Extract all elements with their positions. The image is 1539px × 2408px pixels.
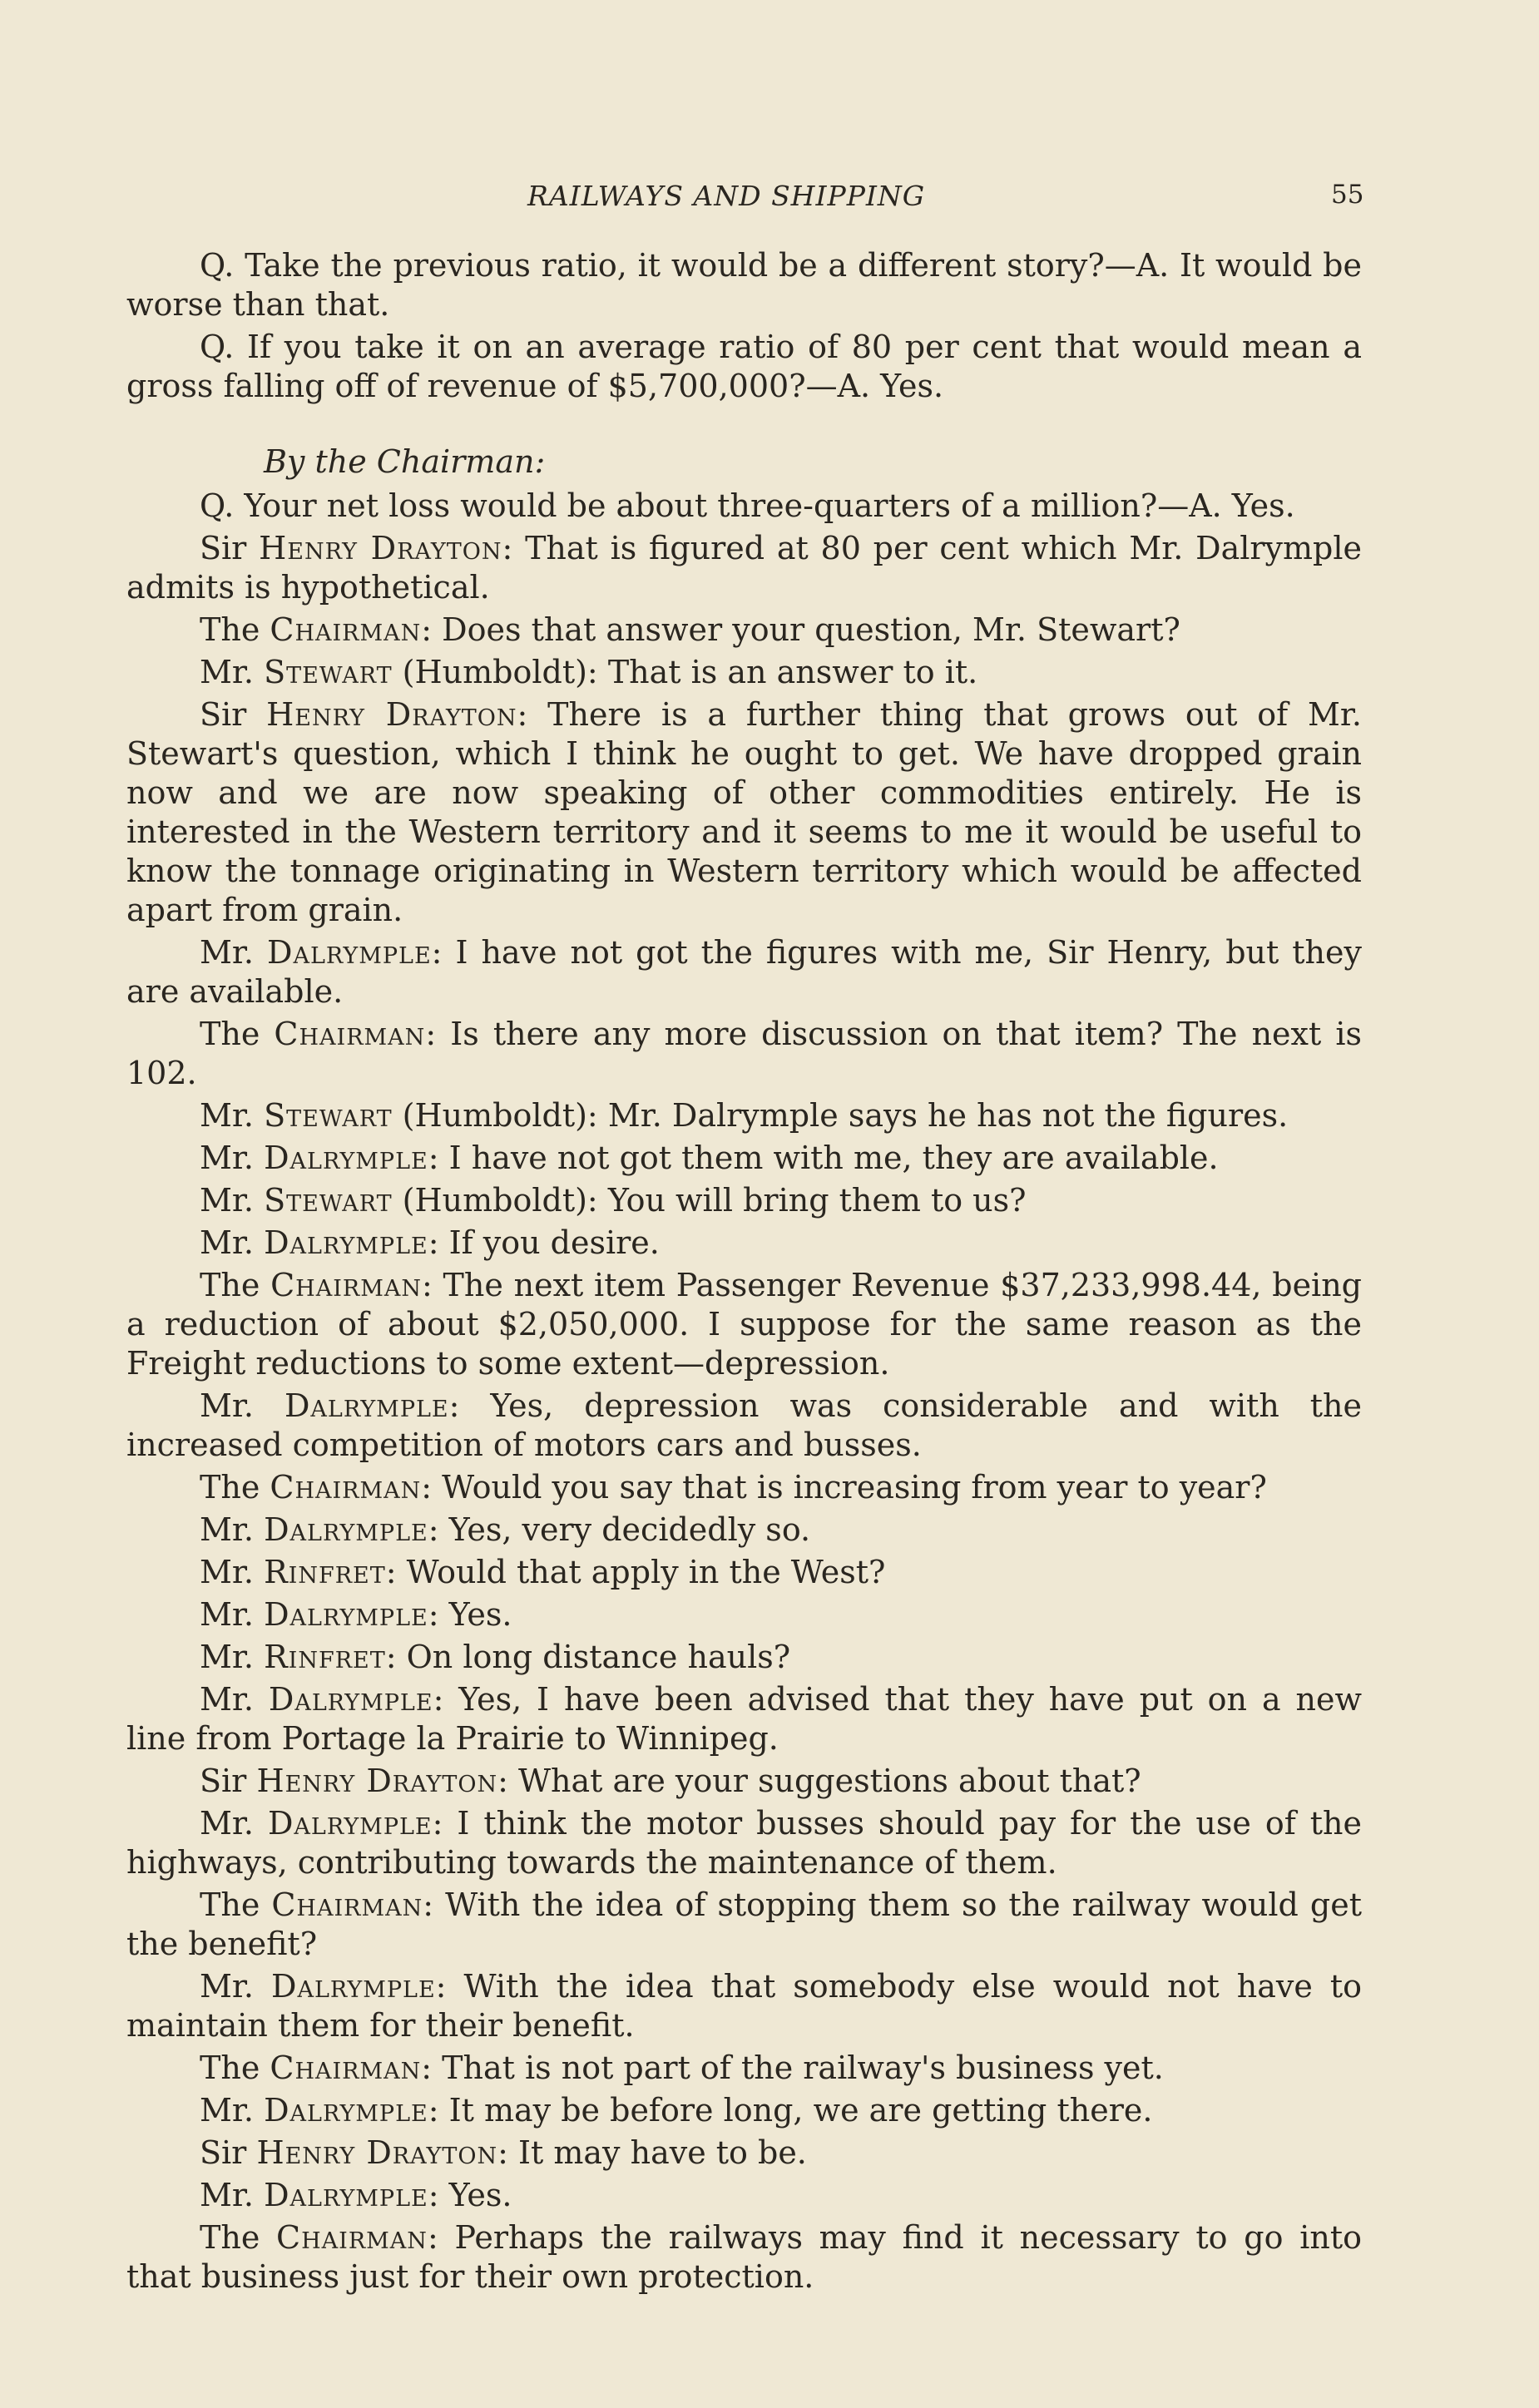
speaker-suffix: : bbox=[431, 934, 456, 971]
speaker-title: Mr. bbox=[200, 1387, 285, 1424]
speaker-suffix: : bbox=[421, 1267, 443, 1303]
speaker-suffix: (Humboldt): bbox=[392, 1097, 608, 1134]
speech-paragraph bbox=[126, 1804, 1362, 1882]
speech-paragraph bbox=[126, 1967, 1362, 2045]
speech-text: Yes, very decidedly so. bbox=[448, 1511, 811, 1548]
speaker-name: Dalrymple bbox=[264, 2177, 428, 2213]
speaker-name: Chairman bbox=[274, 1016, 426, 1052]
speech-text: It may have to be. bbox=[518, 2134, 807, 2171]
speaker-title: Sir bbox=[200, 696, 267, 733]
paragraph bbox=[126, 246, 1362, 324]
paragraph-text: Q. Your net loss would be about three-quarters of a million?—A. Yes. bbox=[200, 487, 1295, 524]
speech-paragraph bbox=[126, 1511, 1362, 1550]
speech-paragraph bbox=[126, 529, 1362, 607]
speech-paragraph bbox=[126, 1139, 1362, 1178]
speech-text: Is there any more discussion on that item? The next is 102. bbox=[126, 1016, 1362, 1091]
speech-paragraph bbox=[126, 933, 1362, 1011]
speech-paragraph bbox=[126, 2218, 1362, 2297]
section-heading: By the Chairman: bbox=[264, 443, 546, 480]
speaker-name: Dalrymple bbox=[270, 1968, 436, 2005]
speech-text: I think the motor busses should pay for the use of the highways, contributing towards the maintenance of them. bbox=[126, 1805, 1362, 1881]
dialogue bbox=[126, 529, 1362, 2297]
speaker-title: Sir bbox=[200, 530, 260, 566]
speaker-suffix: : bbox=[385, 1554, 407, 1590]
speaker-suffix: : bbox=[517, 696, 548, 733]
speech-paragraph bbox=[126, 2049, 1362, 2088]
speaker-title: Mr. bbox=[200, 1805, 268, 1842]
speaker-suffix: : bbox=[433, 1681, 459, 1718]
speaker-title: Mr. bbox=[200, 934, 267, 971]
speech-paragraph bbox=[126, 1181, 1362, 1220]
speaker-title: The bbox=[200, 1016, 275, 1052]
speech-text: That is an answer to it. bbox=[607, 654, 978, 690]
page-number: 55 bbox=[1331, 180, 1364, 210]
speaker-suffix: : bbox=[428, 1511, 449, 1548]
speech-text: What are your suggestions about that? bbox=[518, 1763, 1141, 1799]
speaker-title: Sir bbox=[200, 1763, 257, 1799]
speaker-name: Henry Drayton bbox=[256, 1763, 498, 1799]
speech-text: Yes. bbox=[448, 2177, 512, 2213]
speaker-suffix: (Humboldt): bbox=[392, 1182, 608, 1219]
speaker-title: The bbox=[200, 1469, 270, 1506]
speaker-name: Stewart bbox=[264, 654, 393, 690]
speaker-title: The bbox=[200, 2050, 270, 2086]
speech-text: Does that answer your question, Mr. Stewart? bbox=[442, 611, 1180, 648]
speaker-suffix: : bbox=[421, 2050, 443, 2086]
speaker-title: Mr. bbox=[200, 2092, 265, 2129]
speaker-name: Chairman bbox=[276, 2219, 428, 2256]
speaker-name: Dalrymple bbox=[266, 934, 432, 971]
speech-text: Mr. Dalrymple says he has not the figures. bbox=[607, 1097, 1289, 1134]
speaker-name: Dalrymple bbox=[284, 1387, 449, 1424]
speech-paragraph bbox=[126, 1680, 1362, 1758]
speaker-name: Chairman bbox=[270, 611, 422, 648]
speaker-name: Dalrymple bbox=[264, 1511, 428, 1548]
speaker-suffix: : bbox=[497, 1763, 518, 1799]
speech-paragraph bbox=[126, 2134, 1362, 2173]
speaker-name: Chairman bbox=[270, 2050, 422, 2086]
speech-text: I have not got them with me, they are available. bbox=[448, 1140, 1219, 1176]
speech-paragraph bbox=[126, 2176, 1362, 2215]
speaker-name: Dalrymple bbox=[264, 1596, 428, 1633]
speech-text: The next item Passenger Revenue $37,233,998.44, being a reduction of about $2,050,000. I suppose for the same reason as the Freight reductions to some extent—depression. bbox=[126, 1267, 1363, 1382]
speaker-suffix: : bbox=[428, 1140, 449, 1176]
speech-paragraph bbox=[126, 611, 1362, 650]
speech-text: You will bring them to us? bbox=[607, 1182, 1027, 1219]
speech-text: On long distance hauls? bbox=[406, 1639, 791, 1675]
speech-paragraph bbox=[126, 695, 1362, 930]
speaker-suffix: (Humboldt): bbox=[392, 654, 608, 690]
speaker-title: The bbox=[200, 1886, 272, 1923]
speaker-suffix: : bbox=[427, 2219, 455, 2256]
speaker-name: Chairman bbox=[270, 1469, 422, 1506]
speaker-name: Chairman bbox=[270, 1267, 422, 1303]
speech-paragraph bbox=[126, 653, 1362, 692]
speaker-title: Mr. bbox=[200, 1554, 265, 1590]
speaker-suffix: : bbox=[421, 611, 443, 648]
speaker-title: The bbox=[200, 611, 270, 648]
speech-paragraph bbox=[126, 1638, 1362, 1677]
speech-text: Yes, depression was considerable and with the increased competition of motors cars and busses. bbox=[126, 1387, 1362, 1463]
speech-text: I have not got the figures with me, Sir Henry, but they are available. bbox=[126, 934, 1362, 1010]
speaker-title: The bbox=[200, 1267, 271, 1303]
speaker-name: Dalrymple bbox=[264, 1224, 428, 1261]
speaker-suffix: : bbox=[421, 1469, 443, 1506]
paragraph-text: Q. If you take it on an average ratio of 80 per cent that would mean a gross falling off of revenue of $5,700,000?—A. Yes. bbox=[126, 329, 1362, 404]
paragraph bbox=[126, 487, 1362, 526]
speaker-suffix: : bbox=[432, 1805, 458, 1842]
speech-text: It may be before long, we are getting there. bbox=[448, 2092, 1153, 2129]
speaker-suffix: : bbox=[428, 1224, 449, 1261]
speaker-suffix: : bbox=[385, 1639, 407, 1675]
paragraph-text: Q. Take the previous ratio, it would be a different story?—A. It would be worse than that. bbox=[126, 247, 1362, 323]
speaker-suffix: : bbox=[428, 2092, 449, 2129]
speech-paragraph bbox=[126, 1886, 1362, 1964]
speaker-title: Sir bbox=[200, 2134, 257, 2171]
speaker-name: Stewart bbox=[264, 1182, 393, 1219]
speaker-name: Chairman bbox=[271, 1886, 423, 1923]
speech-text: That is not part of the railway's business yet. bbox=[442, 2050, 1164, 2086]
speaker-name: Henry Drayton bbox=[266, 696, 517, 733]
speaker-title: Mr. bbox=[200, 654, 265, 690]
speech-paragraph bbox=[126, 2091, 1362, 2130]
speech-paragraph bbox=[126, 1595, 1362, 1634]
speaker-name: Henry Drayton bbox=[259, 530, 502, 566]
speech-paragraph bbox=[126, 1224, 1362, 1263]
speaker-title: Mr. bbox=[200, 1097, 265, 1134]
speech-text: With the idea of stopping them so the railway would get the benefit? bbox=[126, 1886, 1362, 1962]
speech-text: Would you say that is increasing from year to year? bbox=[442, 1469, 1267, 1506]
speaker-name: Henry Drayton bbox=[256, 2134, 498, 2171]
speech-text: With the idea that somebody else would not have to maintain them for their benefit. bbox=[126, 1968, 1363, 2044]
speaker-suffix: : bbox=[435, 1968, 464, 2005]
speaker-title: Mr. bbox=[200, 1596, 265, 1633]
speaker-suffix: : bbox=[448, 1387, 491, 1424]
speech-paragraph bbox=[126, 1468, 1362, 1507]
speech-text: Yes. bbox=[448, 1596, 512, 1633]
speech-text: Yes, I have been advised that they have put on a new line from Portage la Prairie to Winnipeg. bbox=[126, 1681, 1363, 1757]
body-text bbox=[126, 246, 1362, 2300]
speech-text: Perhaps the railways may find it necessary to go into that business just for their own protection. bbox=[126, 2219, 1362, 2295]
speaker-name: Rinfret bbox=[264, 1639, 386, 1675]
speech-text: If you desire. bbox=[448, 1224, 660, 1261]
speaker-suffix: : bbox=[497, 2134, 518, 2171]
speech-text: Would that apply in the West? bbox=[406, 1554, 886, 1590]
speaker-name: Rinfret bbox=[264, 1554, 386, 1590]
running-title: RAILWAYS AND SHIPPING bbox=[527, 180, 926, 212]
running-header bbox=[0, 180, 1539, 216]
speaker-title: Mr. bbox=[200, 1968, 271, 2005]
speaker-name: Dalrymple bbox=[267, 1805, 433, 1842]
speech-paragraph bbox=[126, 1266, 1362, 1383]
speaker-title: Mr. bbox=[200, 1511, 265, 1548]
speaker-name: Stewart bbox=[264, 1097, 393, 1134]
speaker-suffix: : bbox=[428, 1596, 449, 1633]
speaker-title: Mr. bbox=[200, 1639, 265, 1675]
speech-text: That is figured at 80 per cent which Mr. Dalrymple admits is hypothetical. bbox=[126, 530, 1363, 606]
speaker-title: Mr. bbox=[200, 1182, 265, 1219]
speech-paragraph bbox=[126, 1096, 1362, 1135]
speaker-suffix: : bbox=[502, 530, 526, 566]
speaker-suffix: : bbox=[423, 1886, 446, 1923]
speaker-title: Mr. bbox=[200, 1140, 265, 1176]
speech-paragraph bbox=[126, 1553, 1362, 1592]
speaker-name: Dalrymple bbox=[268, 1681, 433, 1718]
paragraph bbox=[126, 328, 1362, 406]
speech-paragraph bbox=[126, 1762, 1362, 1801]
speech-paragraph bbox=[126, 1015, 1362, 1093]
speaker-title: Mr. bbox=[200, 2177, 265, 2213]
speaker-title: The bbox=[200, 2219, 277, 2256]
speech-text: There is a further thing that grows out of Mr. Stewart's question, which I think he ought to get. We have dropped grain now and we are now speaking of other commodities entirely. He is interested in the Western territory and it seems to me it would be useful to know the tonnage originating in Western territory which would be affected apart from grain. bbox=[126, 696, 1363, 928]
speaker-suffix: : bbox=[428, 2177, 449, 2213]
speaker-suffix: : bbox=[425, 1016, 451, 1052]
speaker-title: Mr. bbox=[200, 1681, 269, 1718]
speaker-name: Dalrymple bbox=[264, 1140, 428, 1176]
speaker-name: Dalrymple bbox=[264, 2092, 428, 2129]
speech-paragraph bbox=[126, 1387, 1362, 1465]
speaker-title: Mr. bbox=[200, 1224, 265, 1261]
